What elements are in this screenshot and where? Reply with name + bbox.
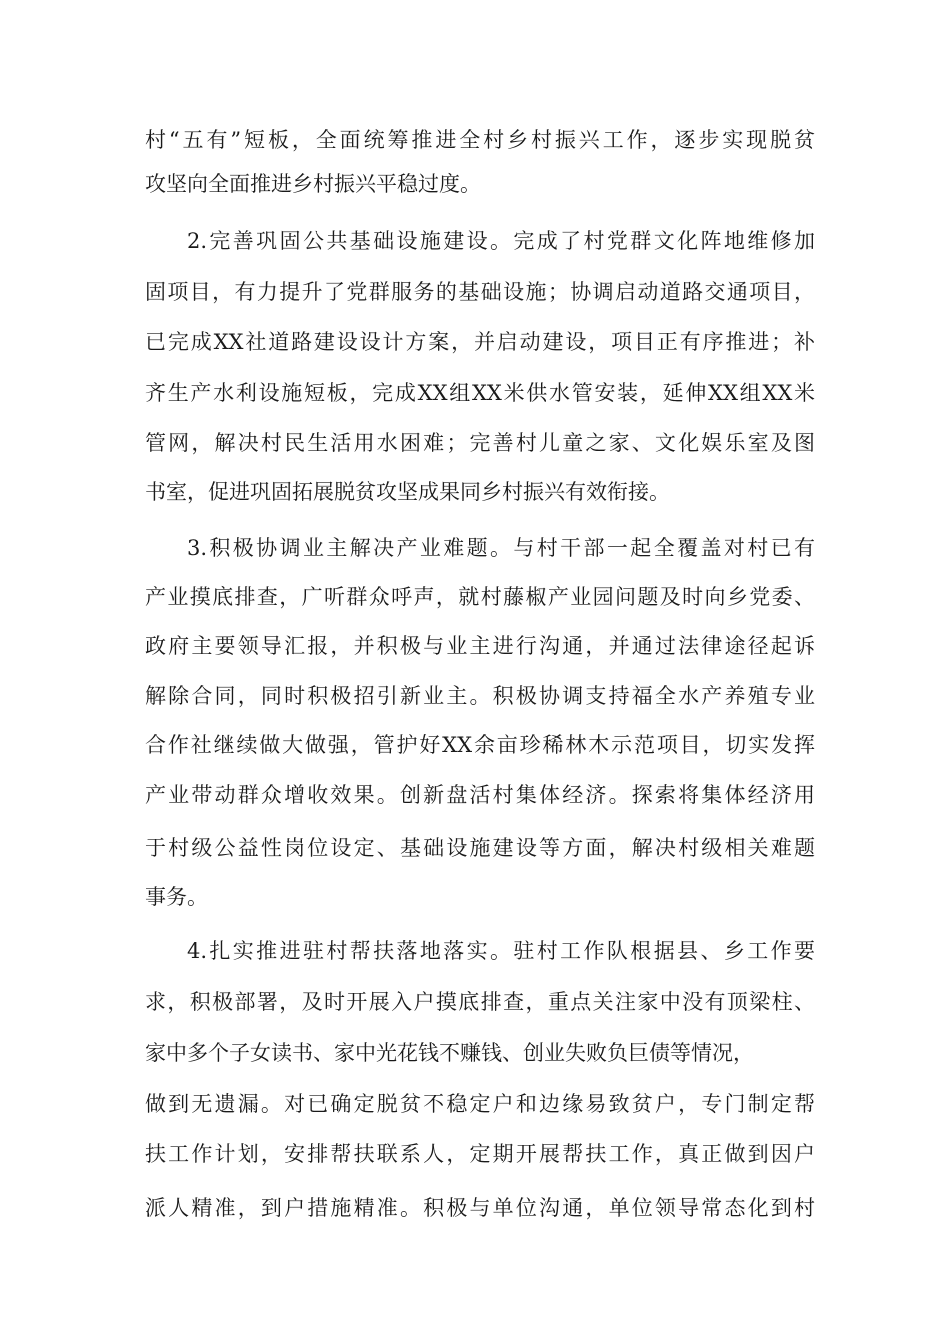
- text-line: 管网，解决村民生活用水困难；完善村儿童之家、文化娱乐室及图: [145, 431, 815, 455]
- text-line: 齐生产水利设施短板，完成XX组XX米供水管安装，延伸XX组XX米: [145, 381, 815, 405]
- text-line: 做到无遗漏。对已确定脱贫不稳定户和边缘易致贫户，专门制定帮: [145, 1092, 815, 1116]
- text-line: 固项目，有力提升了党群服务的基础设施；协调启动道路交通项目，: [145, 280, 815, 304]
- text-line: 政府主要领导汇报，并积极与业主进行沟通，并通过法律途径起诉: [145, 634, 815, 658]
- text-line: 求，积极部署，及时开展入户摸底排查，重点关注家中没有顶梁柱、: [145, 990, 815, 1014]
- text-line: 解除合同，同时积极招引新业主。积极协调支持福全水产养殖专业: [145, 684, 815, 708]
- paragraph-heading-line: 3.积极协调业主解决产业难题。与村干部一起全覆盖对村已有: [187, 536, 815, 560]
- paragraph-heading-line: 4.扎实推进驻村帮扶落地落实。驻村工作队根据县、乡工作要: [187, 939, 815, 963]
- text-line: 合作社继续做大做强，管护好XX余亩珍稀林木示范项目，切实发挥: [145, 733, 815, 757]
- text-line: 派人精准，到户措施精准。积极与单位沟通，单位领导常态化到村: [145, 1196, 815, 1220]
- text-line: 产业摸底排查，广听群众呼声，就村藤椒产业园问题及时向乡党委、: [145, 585, 815, 609]
- text-line: 产业带动群众增收效果。创新盘活村集体经济。探索将集体经济用: [145, 783, 815, 807]
- text-line: 事务。: [145, 885, 208, 909]
- text-line: 扶工作计划，安排帮扶联系人，定期开展帮扶工作，真正做到因户: [145, 1142, 815, 1166]
- text-line: 已完成XX社道路建设设计方案，并启动建设，项目正有序推进；补: [145, 330, 815, 354]
- text-line: 村“五有”短板，全面统筹推进全村乡村振兴工作，逐步实现脱贫: [145, 128, 815, 152]
- text-line: 书室，促进巩固拓展脱贫攻坚成果同乡村振兴有效衔接。: [145, 480, 670, 504]
- text-line: 攻坚向全面推进乡村振兴平稳过度。: [145, 172, 481, 196]
- paragraph-heading-line: 2.完善巩固公共基础设施建设。完成了村党群文化阵地维修加: [187, 229, 815, 253]
- text-line: 家中多个子女读书、家中光花钱不赚钱、创业失败负巨债等情况，: [145, 1041, 754, 1065]
- text-line: 于村级公益性岗位设定、基础设施建设等方面，解决村级相关难题: [145, 836, 815, 860]
